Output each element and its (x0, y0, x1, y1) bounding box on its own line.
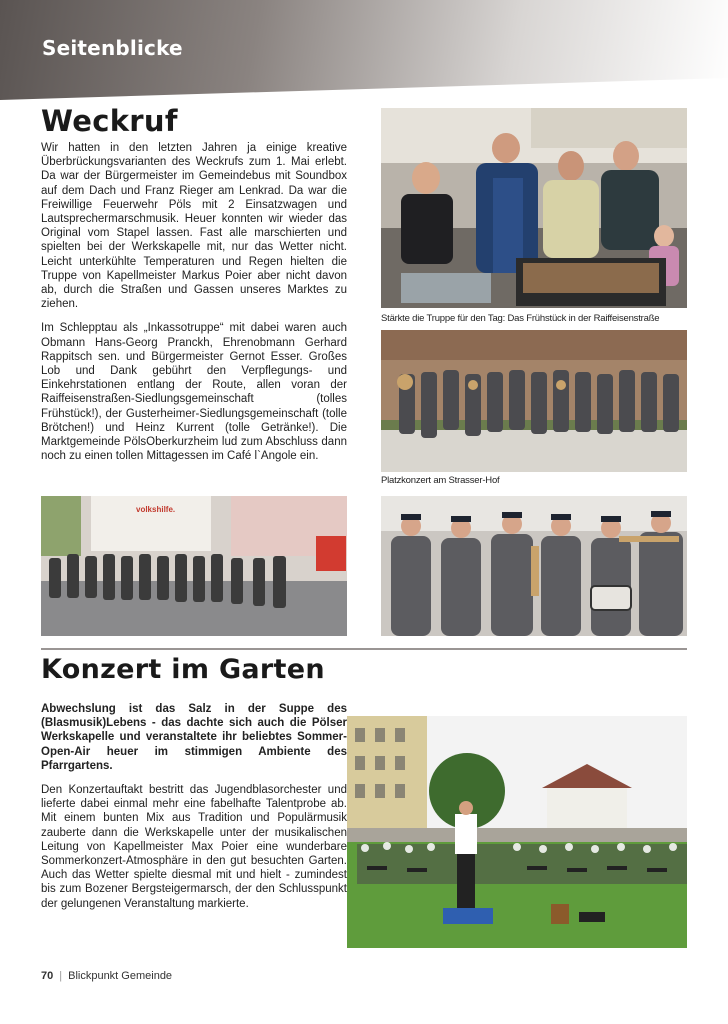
article-title-konzert: Konzert im Garten (41, 654, 325, 685)
page-number: 70 (41, 970, 54, 982)
photo-breakfast (381, 108, 687, 308)
paragraph: Wir hatten in den letzten Jahren ja einige kreative Überbrückungsvarianten des Weckrufs zum 1. Mai erlebt. Da war der Bürgermeister im Gemeindebus mit Soundbox auf dem Dach und Franz Rieger am Lenkrad. Da war die Freiwillige Feuerwehr Pöls mit 2 Einsatzwagen und Lautsprechermarschmusik. Heuer konnten wir wieder das Original vom Stapel lassen. Fast alle marschierten und spielten bei der Werkskapelle mit, nur das Wetter nicht. Leicht unterkühlte Temperaturen und Regen hielten die Truppe von Kapellmeister Markus Poier aber nicht davon ab, durch die Straßen und Gassen unseres Marktes zu ziehen. (41, 142, 347, 311)
paragraph: Den Konzertauftakt bestritt das Jugendblasorchester und lieferte dabei einmal mehr eine fabelhafte Talentprobe ab. Mit einem bunten Mix aus Tradition und Populärmusik zauberte dann die Werkskapelle unter der musikalischen Leitung von Kapellmeister Max Poier eine wunderbare Sommerkonzert-Atmosphäre in den gut besuchten Garten. Auch das Wetter spielte diesmal mit und hielt - zumindest bis zum Bozener Bergsteigermarsch, der den Schlusspunkt der gelungenen Veranstaltung markierte. (41, 784, 347, 910)
article-title-weckruf: Weckruf (41, 104, 178, 138)
photo-caption: Platzkonzert am Strasser-Hof (381, 475, 500, 486)
photo-garden-concert (347, 716, 687, 948)
section-divider (41, 648, 687, 650)
paragraph: Im Schlepptau als „Inkassotruppe“ mit dabei waren auch Obmann Hans-Georg Pranckh, Ehrenobmann Gerhard Rappitsch sen. und Bürgermeister Gernot Esser. Großes Lob und Dank gebührt den Verpflegungs- und Einkehrstationen entlang der Route, allen voran der Raiffeisenstraßen-Siedlungsgemeinschaft (tolles Frühstück!), der Gusterheimer-Siedlungsgemeinschaft (tolle Brötchen!) und Heinz Kurrent (tolle Getränke!). Die Marktgemeinde PölsOberkurzheim lud zum Abschluss dann noch zu einen tollen Mittagessen im Café l`Angole ein. (41, 322, 347, 463)
page-footer (41, 970, 172, 982)
photo-caption: Stärkte die Truppe für den Tag: Das Frühstück in der Raiffeisenstraße (381, 313, 660, 324)
lead-paragraph: Abwechslung ist das Salz in der Suppe des (Blasmusik)Lebens - das dachte sich auch die Pölser Werkskapelle und veranstaltete ihr beliebtes Sommer-Open-Air heuer im stimmigen Ambiente des Pfarrgartens. (41, 703, 347, 772)
photo-musicians (381, 496, 687, 636)
article-body-weckruf (41, 141, 347, 473)
publication-name: Blickpunkt Gemeinde (68, 970, 173, 982)
footer-separator: | (59, 970, 63, 982)
photo-platzkonzert (381, 330, 687, 472)
article-body-konzert (41, 702, 347, 921)
photo-sign-text: volkshilfe. (136, 505, 176, 514)
section-label: Seitenblicke (42, 36, 183, 60)
photo-street-march (41, 496, 347, 636)
